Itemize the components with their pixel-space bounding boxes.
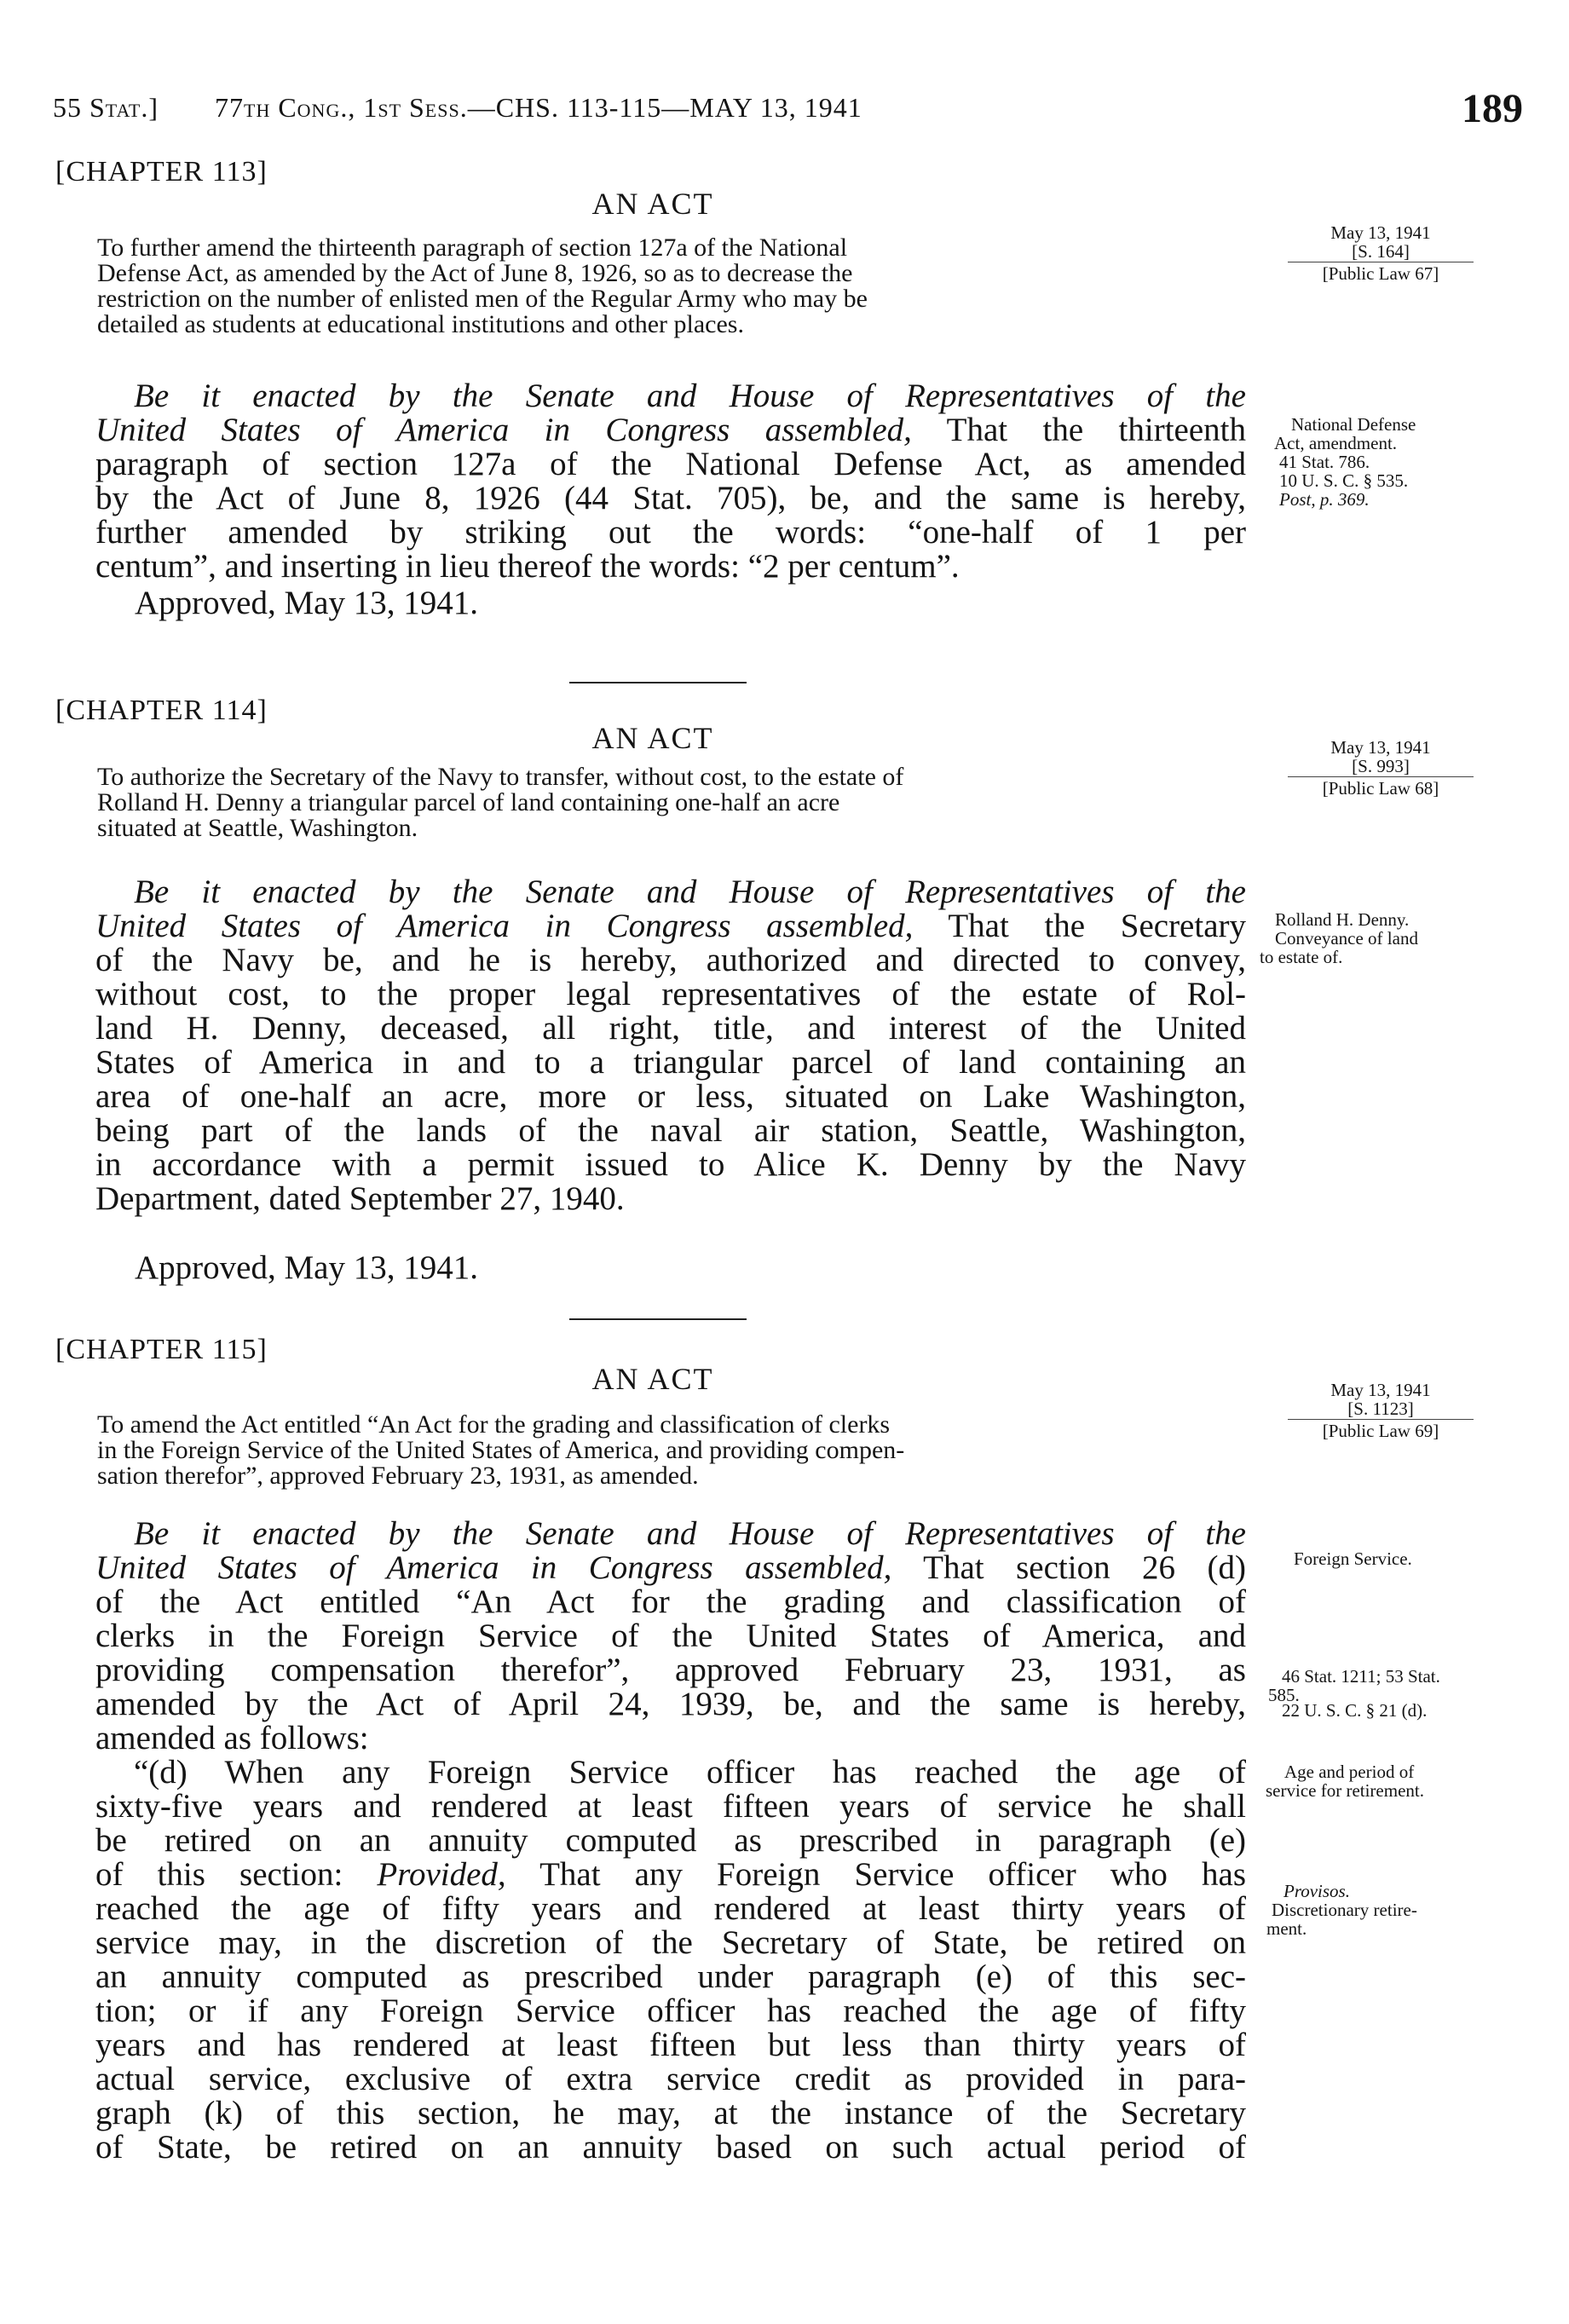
chapter-115-title	[97, 1412, 1239, 1489]
margin-bill: [S. 1123]	[1347, 1398, 1414, 1419]
section-divider	[569, 682, 747, 683]
body-line: of the Navy be, and he is hereby, authorized and directed to convey,	[95, 942, 1246, 978]
margin-note: Conveyance of land	[1275, 928, 1418, 949]
chapter-113-margin-notes	[1274, 415, 1416, 509]
margin-note: 46 Stat. 1211; 53 Stat.	[1282, 1666, 1440, 1687]
margin-bill: [S. 164]	[1352, 241, 1410, 262]
body-line: United States of America in Congress assembled, That the Secretary	[95, 908, 1247, 944]
title-line: restriction on the number of enlisted men of the Regular Army who may be	[97, 285, 868, 313]
chapter-115-heading: [CHAPTER 115]	[55, 1334, 268, 1365]
section-divider	[569, 1318, 747, 1320]
margin-note-provisos	[1266, 1882, 1417, 1938]
margin-note: 41 Stat. 786.	[1279, 452, 1370, 472]
margin-note: Age and period of	[1284, 1762, 1415, 1782]
chapter-115-margin-date	[1283, 1381, 1479, 1440]
quoted-line: actual service, exclusive of extra service credit as provided in para-	[95, 2061, 1246, 2097]
chapter-113-body	[95, 379, 1246, 584]
body-line: without cost, to the proper legal representatives of the estate of Rol-	[95, 976, 1246, 1012]
margin-note: to estate of.	[1260, 947, 1343, 967]
quoted-line: graph (k) of this section, he may, at the instance of the Secretary	[95, 2095, 1246, 2131]
body-line: in accordance with a permit issued to Alice K. Denny by the Navy	[95, 1146, 1246, 1183]
title-line: Defense Act, as amended by the Act of June 8, 1926, so as to decrease the	[97, 259, 853, 287]
margin-public-law: [Public Law 67]	[1288, 262, 1474, 283]
body-line: Department, dated September 27, 1940.	[95, 1180, 625, 1217]
body-line: amended by the Act of April 24, 1939, be, and the same is hereby,	[95, 1686, 1246, 1722]
chapter-113-approved: Approved, May 13, 1941.	[135, 585, 478, 621]
chapter-114-heading: [CHAPTER 114]	[55, 695, 268, 726]
body-line: amended as follows:	[95, 1720, 369, 1756]
body-line: United States of America in Congress assembled, That the thirteenth	[95, 412, 1246, 448]
chapter-113-title	[97, 235, 1239, 337]
margin-note: 10 U. S. C. § 535.	[1279, 470, 1409, 491]
quoted-line: “(d) When any Foreign Service officer has reached the age of	[134, 1754, 1246, 1791]
title-line: detailed as students at educational institutions and other places.	[97, 310, 744, 338]
body-line: clerks in the Foreign Service of the United States of America, and	[95, 1618, 1246, 1654]
chapter-114-body	[95, 875, 1246, 1216]
margin-note: ment.	[1266, 1918, 1307, 1939]
margin-note: Provisos.	[1283, 1881, 1350, 1901]
margin-date: May 13, 1941	[1330, 1380, 1431, 1400]
running-header-middle	[215, 92, 862, 124]
chapter-114-approved: Approved, May 13, 1941.	[135, 1249, 478, 1286]
quoted-line: be retired on an annuity computed as prescribed in paragraph (e)	[95, 1822, 1246, 1859]
margin-note-stat-ref	[1268, 1667, 1440, 1720]
enacting-clause: Be it enacted by the Senate and House of Representatives of the	[134, 874, 1246, 910]
quoted-line: years and has rendered at least fifteen but less than thirty years of	[95, 2027, 1246, 2063]
enacting-clause: Be it enacted by the Senate and House of Representatives of the	[134, 1515, 1246, 1552]
margin-note-age	[1266, 1762, 1424, 1800]
margin-note: Discretionary retire-	[1272, 1900, 1417, 1920]
body-line: of the Act entitled “An Act for the grading and classification of	[95, 1583, 1246, 1620]
body-line: land H. Denny, deceased, all right, title, and interest of the United	[95, 1010, 1246, 1047]
quoted-line: tion; or if any Foreign Service officer has reached the age of fifty	[95, 1992, 1246, 2029]
margin-public-law: [Public Law 68]	[1288, 776, 1474, 798]
margin-date: May 13, 1941	[1330, 737, 1431, 758]
quoted-line: of State, be retired on an annuity based on such actual period of	[95, 2129, 1246, 2165]
page-number: 189	[1462, 86, 1523, 131]
body-line: further amended by striking out the words: “one-half of 1 per	[95, 514, 1246, 551]
title-line: in the Foreign Service of the United States of America, and providing compen-	[97, 1436, 905, 1464]
margin-note: Rolland H. Denny.	[1275, 909, 1410, 930]
title-line: To amend the Act entitled “An Act for the grading and classification of clerks	[97, 1410, 891, 1439]
quoted-line: sixty-five years and rendered at least fifteen years of service he shall	[95, 1788, 1246, 1825]
body-line: providing compensation therefor”, approved February 23, 1931, as	[95, 1652, 1246, 1688]
margin-note: Post, p. 369.	[1279, 489, 1370, 510]
chapter-114-margin-notes	[1260, 910, 1418, 966]
margin-date: May 13, 1941	[1330, 222, 1431, 243]
title-line: To further amend the thirteenth paragraph of section 127a of the National	[97, 234, 848, 262]
title-line: situated at Seattle, Washington.	[97, 814, 418, 842]
margin-note: 585.	[1268, 1685, 1300, 1705]
title-line: Rolland H. Denny a triangular parcel of land containing one-half an acre	[97, 788, 840, 816]
chapter-113-heading: [CHAPTER 113]	[55, 156, 268, 187]
margin-note: service for retirement.	[1266, 1780, 1424, 1801]
quoted-line: an annuity computed as prescribed under paragraph (e) of this sec-	[95, 1958, 1246, 1995]
body-line: United States of America in Congress assembled, That section 26 (d)	[95, 1549, 1246, 1586]
body-line: paragraph of section 127a of the National Defense Act, as amended	[95, 446, 1246, 482]
running-header	[53, 92, 159, 124]
chapter-115-an-act: AN ACT	[591, 1362, 714, 1396]
body-line: States of America in and to a triangular parcel of land containing an	[95, 1044, 1246, 1081]
quoted-line: reached the age of fifty years and rendered at least thirty years of	[95, 1890, 1246, 1927]
chapter-113-an-act: AN ACT	[591, 187, 714, 221]
quoted-line: of this section: Provided, That any Foreign Service officer who has	[95, 1856, 1247, 1893]
chapter-113-margin-date	[1283, 223, 1479, 283]
chapter-115-body	[95, 1517, 1246, 2165]
margin-bill: [S. 993]	[1352, 756, 1410, 776]
title-line: sation therefor”, approved February 23, 1931, as amended.	[97, 1462, 699, 1490]
margin-public-law: [Public Law 69]	[1288, 1419, 1474, 1440]
body-line: by the Act of June 8, 1926 (44 Stat. 705), be, and the same is hereby,	[95, 480, 1246, 516]
chapter-114-title	[97, 764, 1239, 841]
chapter-114-an-act: AN ACT	[591, 721, 714, 755]
margin-note-foreign-service: Foreign Service.	[1294, 1548, 1412, 1569]
margin-note: 22 U. S. C. § 21 (d).	[1282, 1700, 1428, 1721]
margin-note: National Defense	[1291, 414, 1416, 435]
body-line: centum”, and inserting in lieu thereof the words: “2 per centum”.	[95, 548, 960, 585]
header-volume: 55 Stat.]	[53, 92, 159, 123]
quoted-line: service may, in the discretion of the Secretary of State, be retired on	[95, 1924, 1246, 1961]
body-line: being part of the lands of the naval air station, Seattle, Washington,	[95, 1112, 1246, 1149]
enacting-clause: Be it enacted by the Senate and House of Representatives of the	[134, 378, 1246, 414]
title-line: To authorize the Secretary of the Navy to transfer, without cost, to the estate of	[97, 763, 904, 791]
body-line: area of one-half an acre, more or less, situated on Lake Washington,	[95, 1078, 1246, 1115]
margin-note: Act, amendment.	[1274, 433, 1398, 453]
chapter-114-margin-date	[1283, 738, 1479, 798]
header-session: 77th Cong., 1st Sess.—CHS. 113-115—MAY 13, 1941	[215, 92, 862, 123]
